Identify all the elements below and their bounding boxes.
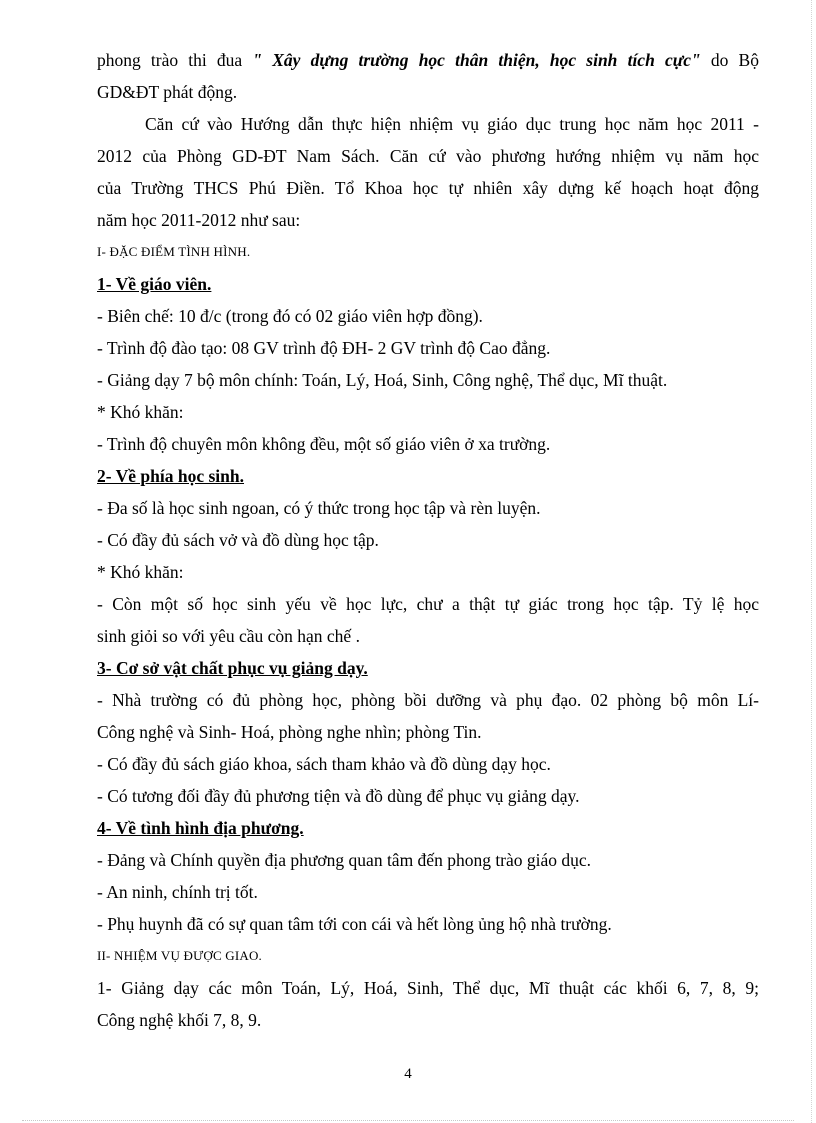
page-break-divider	[22, 1120, 794, 1121]
list-item: - Có đầy đủ sách giáo khoa, sách tham khảo và đồ dùng dạy học.	[97, 754, 551, 774]
list-item: - Có tương đối đầy đủ phương tiện và đồ dùng để phục vụ giảng dạy.	[97, 786, 580, 806]
list-item: Công nghệ và Sinh- Hoá, phòng nghe nhìn; phòng Tin.	[97, 722, 482, 742]
list-item: * Khó khăn:	[97, 562, 184, 582]
paragraph-line: năm học 2011-2012 như sau:	[97, 210, 301, 230]
subsection-heading-text: 2- Về phía học sinh.	[97, 466, 245, 486]
subsection-heading-text: 1- Về giáo viên.	[97, 274, 212, 294]
subsection-heading	[97, 268, 759, 300]
list-item: sinh giỏi so với yêu cầu còn hạn chế .	[97, 626, 360, 646]
list-item: Công nghệ khối 7, 8, 9.	[97, 1010, 262, 1030]
list-item: * Khó khăn:	[97, 402, 184, 422]
list-item: - Đa số là học sinh ngoan, có ý thức trong học tập và rèn luyện.	[97, 498, 541, 518]
list-item: - Trình độ đào tạo: 08 GV trình độ ĐH- 2 GV trình độ Cao đẳng.	[97, 338, 551, 358]
subsection-heading-text: 4- Về tình hình địa phương.	[97, 818, 304, 838]
list-item: - Trình độ chuyên môn không đều, một số giáo viên ở xa trường.	[97, 434, 551, 454]
list-item: - Biên chế: 10 đ/c (trong đó có 02 giáo viên hợp đồng).	[97, 306, 483, 326]
list-item: - Nhà trường có đủ phòng học, phòng bồi dưỡng và phụ đạo. 02 phòng bộ môn Lí-	[97, 690, 759, 710]
paragraph-line: GD&ĐT phát động.	[97, 82, 238, 102]
subsection-heading-text: 3- Cơ sở vật chất phục vụ giảng dạy.	[97, 658, 368, 678]
list-item: - Đảng và Chính quyền địa phương quan tâm đến phong trào giáo dục.	[97, 850, 592, 870]
list-item: - Có đầy đủ sách vở và đồ dùng học tập.	[97, 530, 379, 550]
paragraph-line: 2012 của Phòng GD-ĐT Nam Sách. Căn cứ vào phương hướng nhiệm vụ năm học	[97, 146, 759, 166]
subsection-heading	[97, 460, 759, 492]
subsection-heading	[97, 812, 759, 844]
list-item: - Còn một số học sinh yếu về học lực, chư a thật tự giác trong học tập. Tỷ lệ học	[97, 594, 759, 614]
list-item: - Phụ huynh đã có sự quan tâm tới con cái và hết lòng ủng hộ nhà trường.	[97, 914, 612, 934]
subsection-heading	[97, 652, 759, 684]
paragraph-line	[97, 44, 759, 76]
section-title: I- ĐẶC ĐIỂM TÌNH HÌNH.	[97, 244, 251, 259]
text-run: phong trào thi đua	[97, 50, 253, 70]
paragraph-line: Căn cứ vào Hướng dẫn thực hiện nhiệm vụ giáo dục trung học năm học 2011 -	[145, 114, 759, 134]
list-item: - An ninh, chính trị tốt.	[97, 882, 258, 902]
list-item: - Giảng dạy 7 bộ môn chính: Toán, Lý, Hoá, Sinh, Công nghệ, Thể dục, Mĩ thuật.	[97, 370, 668, 390]
paragraph-line: của Trường THCS Phú Điền. Tổ Khoa học tự nhiên xây dựng kế hoạch hoạt động	[97, 178, 759, 198]
section-title: II- NHIỆM VỤ ĐƯỢC GIAO.	[97, 948, 263, 963]
emphasized-quote: " Xây dựng trường học thân thiện, học sinh tích cực"	[252, 50, 701, 70]
text-run: do Bộ	[700, 50, 759, 70]
page-number: 4	[404, 1066, 412, 1082]
list-item: 1- Giảng dạy các môn Toán, Lý, Hoá, Sinh, Thể dục, Mĩ thuật các khối 6, 7, 8, 9;	[97, 978, 759, 998]
page-margin-divider	[811, 0, 812, 1123]
